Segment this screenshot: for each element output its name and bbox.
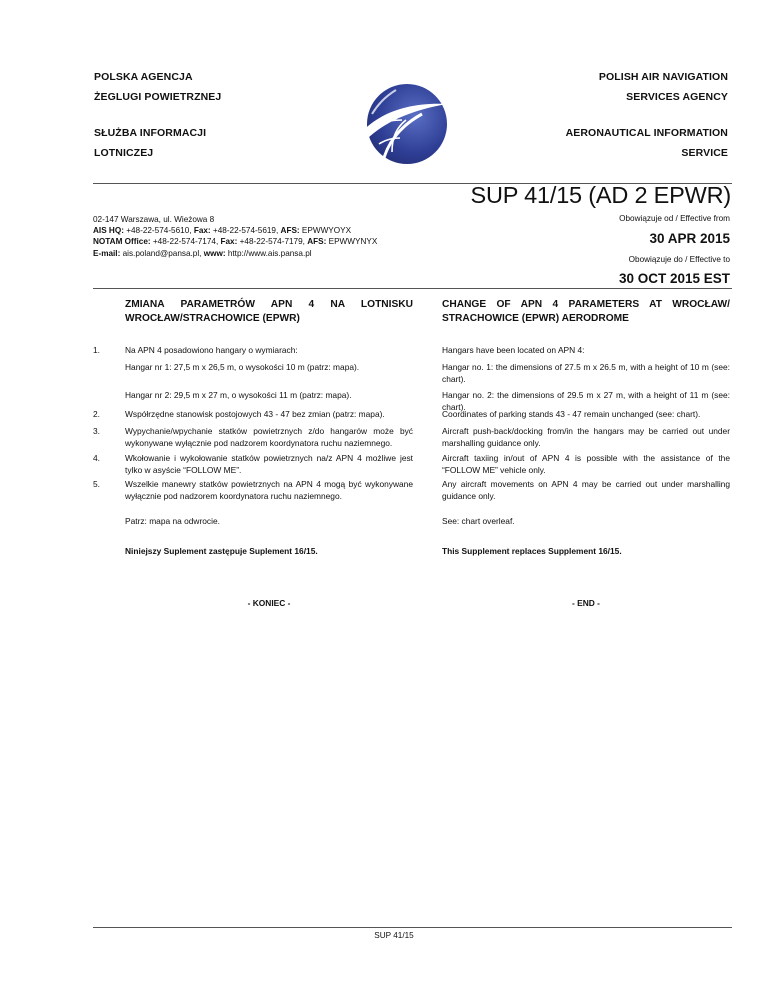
value-notam-afs: EPWWYNYX	[326, 237, 378, 247]
item-text-pl: Na APN 4 posadowiono hangary o wymiarach:	[125, 345, 298, 355]
sup-title: SUP 41/15 (AD 2 EPWR)	[470, 182, 731, 208]
item-text-pl: Hangar nr 1: 27,5 m x 26,5 m, o wysokości 10 m (patrz: mapa).	[125, 362, 360, 372]
item-number: 2.	[93, 409, 100, 419]
item-number: 1.	[93, 345, 100, 355]
contact-block	[93, 214, 453, 259]
value-afs: EPWWYOYX	[299, 226, 352, 236]
item-text-en: Coordinates of parking stands 43 - 47 remain unchanged (see: chart).	[442, 409, 701, 419]
item-text-pl: Hangar nr 2: 29,5 m x 27 m, o wysokości 11 m (patrz: mapa).	[125, 390, 352, 400]
replaces-notice-pl: Niniejszy Suplement zastępuje Suplement 16/15.	[125, 546, 318, 556]
pansa-globe-logo-icon	[352, 74, 452, 174]
item-number: 4.	[93, 453, 100, 463]
agency-name-en-line1: POLISH AIR NAVIGATION	[598, 71, 728, 83]
item-text-en: Aircraft push-back/docking from/in the hangars may be carried out under marshalling guidance only.	[442, 426, 730, 448]
service-name-en-line2: SERVICE	[681, 147, 728, 159]
label-notam: NOTAM Office:	[93, 237, 151, 247]
label-afs: AFS:	[280, 226, 300, 236]
item-text-pl: Wszelkie manewry statków powietrznych na APN 4 mogą być wykonywane wyłącznie pod nadzorem koordynatora ruchu naziemnego.	[125, 479, 413, 501]
contact-divider	[93, 288, 732, 289]
value-notam-fax: +48-22-574-7179,	[237, 237, 308, 247]
effective-from-label: Obowiązuje od / Effective from	[619, 214, 730, 223]
label-notam-fax: Fax:	[220, 237, 238, 247]
item-text-en: Hangars have been located on APN 4:	[442, 345, 585, 355]
service-name-pl-line1: SŁUŻBA INFORMACJI	[94, 127, 207, 139]
label-fax: Fax:	[193, 226, 211, 236]
end-marker-pl: - KONIEC -	[247, 598, 291, 608]
value-notam: +48-22-574-7174,	[150, 237, 221, 247]
contact-address: 02-147 Warszawa, ul. Wieżowa 8	[93, 215, 215, 224]
end-marker-en: - END -	[572, 598, 600, 608]
footer-divider	[93, 927, 732, 928]
agency-name-pl-line2: ŻEGLUGI POWIETRZNEJ	[94, 91, 222, 103]
item-text-en: Hangar no. 1: the dimensions of 27.5 m x 26.5 m, with a height of 10 m (see: chart).	[442, 362, 730, 384]
item-number: 3.	[93, 426, 100, 436]
item-text-en: Any aircraft movements on APN 4 may be carried out under marshalling guidance only.	[442, 479, 730, 501]
item-text-pl: Wkołowanie i wykołowanie statków powietrznych na/z APN 4 możliwe jest tylko w asyście “FOLLOW ME”.	[125, 453, 413, 475]
agency-name-pl-line1: POLSKA AGENCJA	[94, 71, 193, 83]
item-number: 5.	[93, 479, 100, 489]
contact-notam-line	[93, 236, 453, 247]
footer-page-label: SUP 41/15	[374, 931, 414, 940]
item-text-en: Hangar no. 2: the dimensions of 29.5 m x 27 m, with a height of 11 m (see: chart).	[442, 390, 730, 412]
service-name-pl-line2: LOTNICZEJ	[94, 147, 154, 159]
value-email: ais.poland@pansa.pl,	[120, 248, 204, 258]
label-ais-hq: AIS HQ:	[93, 226, 124, 236]
label-email: E-mail:	[93, 248, 121, 258]
agency-name-en-line2: SERVICES AGENCY	[626, 91, 728, 103]
item-text-pl: Współrzędne stanowisk postojowych 43 - 47 bez zmian (patrz: mapa).	[125, 409, 385, 419]
section-title-pl: ZMIANA PARAMETRÓW APN 4 NA LOTNISKU WROCŁAW/STRACHOWICE (EPWR)	[125, 299, 413, 324]
value-fax: +48-22-574-5619,	[210, 226, 281, 236]
label-notam-afs: AFS:	[307, 237, 327, 247]
service-name-en-line1: AERONAUTICAL INFORMATION	[565, 127, 728, 139]
value-www: http://www.ais.pansa.pl	[225, 248, 312, 258]
effective-to-label: Obowiązuje do / Effective to	[628, 255, 730, 264]
item-text-pl: Wypychanie/wpychanie statków powietrznych z/do hangarów może być wykonywane wyłącznie pod nadzorem koordynatora ruchu naziemnego.	[125, 426, 413, 448]
see-chart-en: See: chart overleaf.	[442, 516, 515, 526]
item-text-en: Aircraft taxiing in/out of APN 4 is possible with the assistance of the “FOLLOW ME” vehicle only.	[442, 453, 730, 475]
contact-email-line	[93, 248, 453, 259]
replaces-notice-en: This Supplement replaces Supplement 16/15.	[442, 546, 622, 556]
effective-from-date: 30 APR 2015	[649, 231, 730, 246]
see-chart-pl: Patrz: mapa na odwrocie.	[125, 516, 220, 526]
section-title-en: CHANGE OF APN 4 PARAMETERS AT WROCŁAW/ STRACHOWICE (EPWR) AERODROME	[442, 299, 730, 324]
contact-ais-hq-line	[93, 225, 453, 236]
value-ais-hq: +48-22-574-5610,	[123, 226, 194, 236]
label-www: www:	[203, 248, 226, 258]
effective-to-date: 30 OCT 2015 EST	[618, 271, 730, 286]
